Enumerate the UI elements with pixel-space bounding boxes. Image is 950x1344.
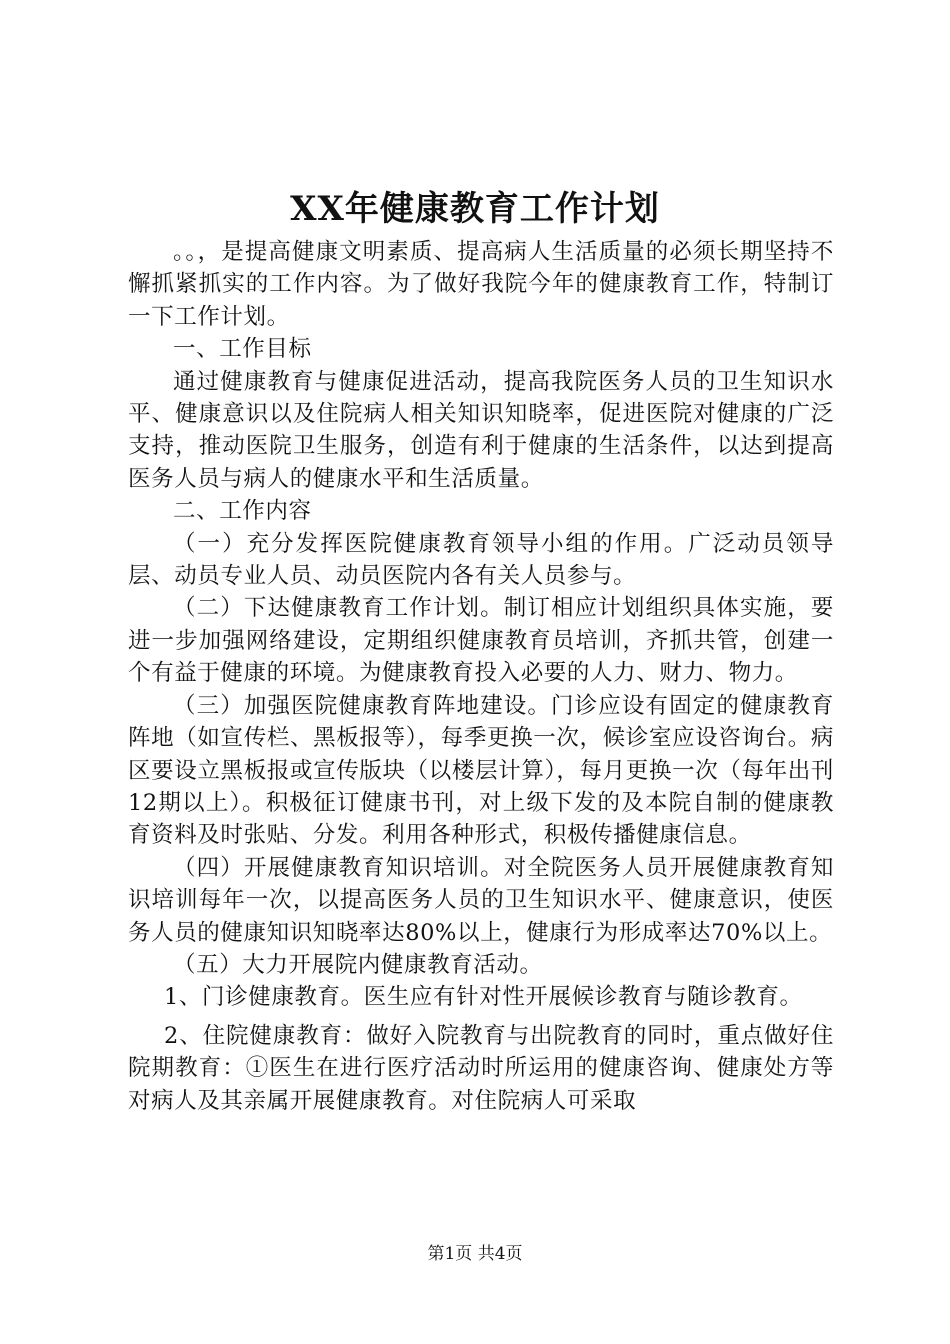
content-item-4: （四）开展健康教育知识培训。对全院医务人员开展健康教育知识培训每年一次，以提高医务人员的卫生知识水平、健康意识，使医务人员的健康知识知晓率达80%以上，健康行为形成率达70%以上。 — [128, 854, 834, 946]
document-body — [128, 236, 834, 1117]
section-heading-goal: 一、工作目标 — [173, 336, 312, 363]
intro-paragraph: 。。，是提高健康文明素质、提高病人生活质量的必须长期坚持不懈抓紧抓实的工作内容。为了做好我院今年的健康教育工作，特制订一下工作计划。 — [128, 239, 834, 330]
outpatient-education-paragraph: 1、门诊健康教育。医生应有针对性开展候诊教育与随诊教育。 — [164, 984, 803, 1011]
inpatient-education-paragraph: 2、住院健康教育：做好入院教育与出院教育的同时，重点做好住院期教育：①医生在进行医疗活动时所运用的健康咨询、健康处方等对病人及其亲属开展健康教育。对住院病人可采取 — [128, 1022, 834, 1114]
goal-paragraph: 通过健康教育与健康促进活动，提高我院医务人员的卫生知识水平、健康意识以及住院病人相关知识知晓率，促进医院对健康的广泛支持，推动医院卫生服务，创造有利于健康的生活条件，以达到提高医务人员与病人的健康水平和生活质量。 — [128, 368, 834, 492]
content-item-2: （二）下达健康教育工作计划。制订相应计划组织具体实施，要进一步加强网络建设，定期组织健康教育员培训，齐抓共管，创建一个有益于健康的环境。为健康教育投入必要的人力、财力、物力。 — [128, 595, 834, 687]
content-item-3: （三）加强医院健康教育阵地建设。门诊应设有固定的健康教育阵地（如宣传栏、黑板报等），每季更换一次，候诊室应设咨询台。病区要设立黑板报或宣传版块（以楼层计算），每月更换一次（每年出刊12期以上）。积极征订健康书刊，对上级下发的及本院自制的健康教育资料及时张贴、分发。利用各种形式，积极传播健康信息。 — [128, 692, 834, 849]
content-item-1: （一）充分发挥医院健康教育领导小组的作用。广泛动员领导层、动员专业人员、动员医院内各有关人员参与。 — [128, 530, 834, 590]
content-item-5: （五）大力开展院内健康教育活动。 — [173, 951, 543, 978]
document-title: XX年健康教育工作计划 — [290, 189, 660, 229]
section-heading-content: 二、工作内容 — [173, 498, 312, 525]
page-number-footer: 第1页 共4页 — [427, 1244, 523, 1264]
